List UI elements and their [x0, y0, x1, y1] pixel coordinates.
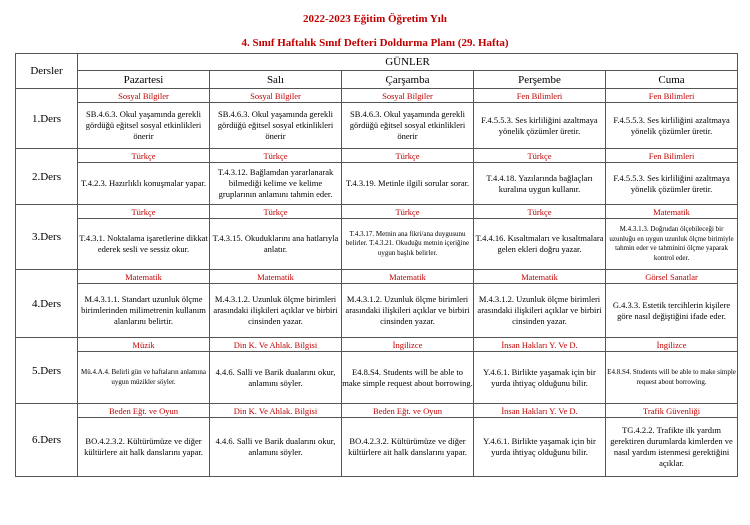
subject-cell: Beden Eğt. ve Oyun — [78, 404, 210, 418]
corner-header-dersler: Dersler — [16, 54, 78, 89]
lesson-label: 5.Ders — [16, 338, 78, 404]
lesson-label: 1.Ders — [16, 89, 78, 149]
lesson-label: 6.Ders — [16, 404, 78, 477]
outcome-cell: T.4.4.16. Kısaltmaları ve kısaltmalara gelen ekleri doğru yazar. — [474, 219, 606, 270]
outcome-cell: T.4.3.1. Noktalama işaretlerine dikkat ederek sesli ve sessiz okur. — [78, 219, 210, 270]
lesson-row-6-outcomes — [16, 418, 738, 477]
subject-cell: Müzik — [78, 338, 210, 352]
lesson-row-2-subjects — [16, 149, 738, 163]
outcome-cell: E4.8.S4. Students will be able to make simple request about borrowing. — [606, 352, 738, 404]
lesson-row-5-outcomes — [16, 352, 738, 404]
lesson-row-4-subjects — [16, 270, 738, 284]
subject-cell: Matematik — [342, 270, 474, 284]
subject-cell: Türkçe — [474, 205, 606, 219]
days-group-header: GÜNLER — [78, 54, 738, 71]
outcome-cell: SB.4.6.3. Okul yaşamında gerekli gördüğü eğitsel sosyal etkinlikleri önerir — [78, 103, 210, 149]
subject-cell: Türkçe — [78, 149, 210, 163]
subject-cell: Fen Bilimleri — [606, 149, 738, 163]
subject-cell: İnsan Hakları Y. Ve D. — [474, 404, 606, 418]
outcome-cell: BO.4.2.3.2. Kültürümüze ve diğer kültürlere ait halk danslarını yapar. — [78, 418, 210, 477]
subject-cell: Türkçe — [210, 149, 342, 163]
subject-cell: Fen Bilimleri — [606, 89, 738, 103]
subject-cell: Görsel Sanatlar — [606, 270, 738, 284]
outcome-cell: F.4.5.5.3. Ses kirliliğini azaltmaya yönelik çözümler üretir. — [606, 163, 738, 205]
lesson-row-4-outcomes — [16, 284, 738, 338]
subject-cell: Türkçe — [474, 149, 606, 163]
subject-cell: İngilizce — [342, 338, 474, 352]
page-subtitle: 4. Sınıf Haftalık Sınıf Defteri Doldurma Planı (29. Hafta) — [241, 37, 509, 49]
outcome-cell: M.4.3.1.2. Uzunluk ölçme birimleri arasındaki ilişkileri açıklar ve birbiri cinsinden yazar. — [342, 284, 474, 338]
day-header-friday: Cuma — [606, 71, 738, 89]
outcome-cell: SB.4.6.3. Okul yaşamında gerekli gördüğü eğitsel sosyal etkinlikleri önerir — [342, 103, 474, 149]
lesson-row-1-outcomes — [16, 103, 738, 149]
subject-cell: Din K. Ve Ahlak. Bilgisi — [210, 338, 342, 352]
outcome-cell: T.4.2.3. Hazırlıklı konuşmalar yapar. — [78, 163, 210, 205]
subject-cell: Matematik — [606, 205, 738, 219]
subject-cell: Din K. Ve Ahlak. Bilgisi — [210, 404, 342, 418]
lesson-row-1-subjects — [16, 89, 738, 103]
lesson-row-6-subjects — [16, 404, 738, 418]
outcome-cell: Mü.4.A.4. Belirli gün ve haftaların anlamına uygun müzikler söyler. — [78, 352, 210, 404]
outcome-cell: Y.4.6.1. Birlikte yaşamak için bir yurda ihtiyaç olduğunu bilir. — [474, 352, 606, 404]
outcome-cell: TG.4.2.2. Trafikte ilk yardım gerektiren durumlarda kimlerden ve nasıl yardım istenmesi gerektiğini açıklar. — [606, 418, 738, 477]
day-header-monday: Pazartesi — [78, 71, 210, 89]
outcome-cell: M.4.3.1.1. Standart uzunluk ölçme birimlerinden milimetrenin kullanım alanlarını belirtir. — [78, 284, 210, 338]
lesson-row-3-subjects — [16, 205, 738, 219]
subject-cell: Türkçe — [210, 205, 342, 219]
outcome-cell: M.4.3.1.2. Uzunluk ölçme birimleri arasındaki ilişkileri açıklar ve birbiri cinsinden yazar. — [474, 284, 606, 338]
outcome-cell: T.4.3.15. Okuduklarını ana hatlarıyla anlatır. — [210, 219, 342, 270]
lesson-label: 3.Ders — [16, 205, 78, 270]
subject-cell: Sosyal Bilgiler — [342, 89, 474, 103]
outcome-cell: E4.8.S4. Students will be able to make simple request about borrowing. — [342, 352, 474, 404]
outcome-cell: G.4.3.3. Estetik tercihlerin kişilere göre nasıl değiştiğini ifade eder. — [606, 284, 738, 338]
subject-cell: İnsan Hakları Y. Ve D. — [474, 338, 606, 352]
day-header-thursday: Perşembe — [474, 71, 606, 89]
day-header-wednesday: Çarşamba — [342, 71, 474, 89]
outcome-cell: SB.4.6.3. Okul yaşamında gerekli gördüğü eğitsel sosyal etkinlikleri önerir — [210, 103, 342, 149]
lesson-label: 4.Ders — [16, 270, 78, 338]
outcome-cell: T.4.4.18. Yazılarında bağlaçları kuralına uygun kullanır. — [474, 163, 606, 205]
lesson-row-2-outcomes — [16, 163, 738, 205]
outcome-cell: Y.4.6.1. Birlikte yaşamak için bir yurda ihtiyaç olduğunu bilir. — [474, 418, 606, 477]
subject-cell: Matematik — [210, 270, 342, 284]
subject-cell: Trafik Güvenliği — [606, 404, 738, 418]
outcome-cell: F.4.5.5.3. Ses kirliliğini azaltmaya yönelik çözümler üretir. — [606, 103, 738, 149]
subject-cell: Matematik — [78, 270, 210, 284]
outcome-cell: F.4.5.5.3. Ses kirliliğini azaltmaya yönelik çözümler üretir. — [474, 103, 606, 149]
subject-cell: Türkçe — [342, 149, 474, 163]
subject-cell: Beden Eğt. ve Oyun — [342, 404, 474, 418]
outcome-cell: M.4.3.1.2. Uzunluk ölçme birimleri arasındaki ilişkileri açıklar ve birbiri cinsinden yazar. — [210, 284, 342, 338]
lesson-row-5-subjects — [16, 338, 738, 352]
outcome-cell: BO.4.2.3.2. Kültürümüze ve diğer kültürlere ait halk danslarını yapar. — [342, 418, 474, 477]
subject-cell: Fen Bilimleri — [474, 89, 606, 103]
subject-cell: Türkçe — [78, 205, 210, 219]
outcome-cell: 4.4.6. Salli ve Barik dualarını okur, anlamını söyler. — [210, 352, 342, 404]
outcome-cell: M.4.3.1.3. Doğrudan ölçebileceği bir uzunluğu en uygun uzunluk ölçme birimiyle tahmin eder ve tahminini ölçme yaparak kontrol eder. — [606, 219, 738, 270]
lesson-row-3-outcomes — [16, 219, 738, 270]
subject-cell: Sosyal Bilgiler — [210, 89, 342, 103]
lesson-label: 2.Ders — [16, 149, 78, 205]
outcome-cell: T.4.3.17. Metnin ana fikri/ana duygusunu belirler. T.4.3.21. Okuduğu metnin içeriğine uygun başlık belirler. — [342, 219, 474, 270]
outcome-cell: 4.4.6. Salli ve Barik dualarını okur, anlamını söyler. — [210, 418, 342, 477]
page-title: 2022-2023 Eğitim Öğretim Yılı — [303, 13, 447, 25]
day-header-tuesday: Salı — [210, 71, 342, 89]
subject-cell: Sosyal Bilgiler — [78, 89, 210, 103]
subject-cell: Matematik — [474, 270, 606, 284]
weekly-plan-table — [15, 53, 738, 477]
subject-cell: Türkçe — [342, 205, 474, 219]
outcome-cell: T.4.3.12. Bağlamdan yararlanarak bilmediği kelime ve kelime gruplarının anlamını tahmin eder. — [210, 163, 342, 205]
subject-cell: İngilizce — [606, 338, 738, 352]
outcome-cell: T.4.3.19. Metinle ilgili sorular sorar. — [342, 163, 474, 205]
